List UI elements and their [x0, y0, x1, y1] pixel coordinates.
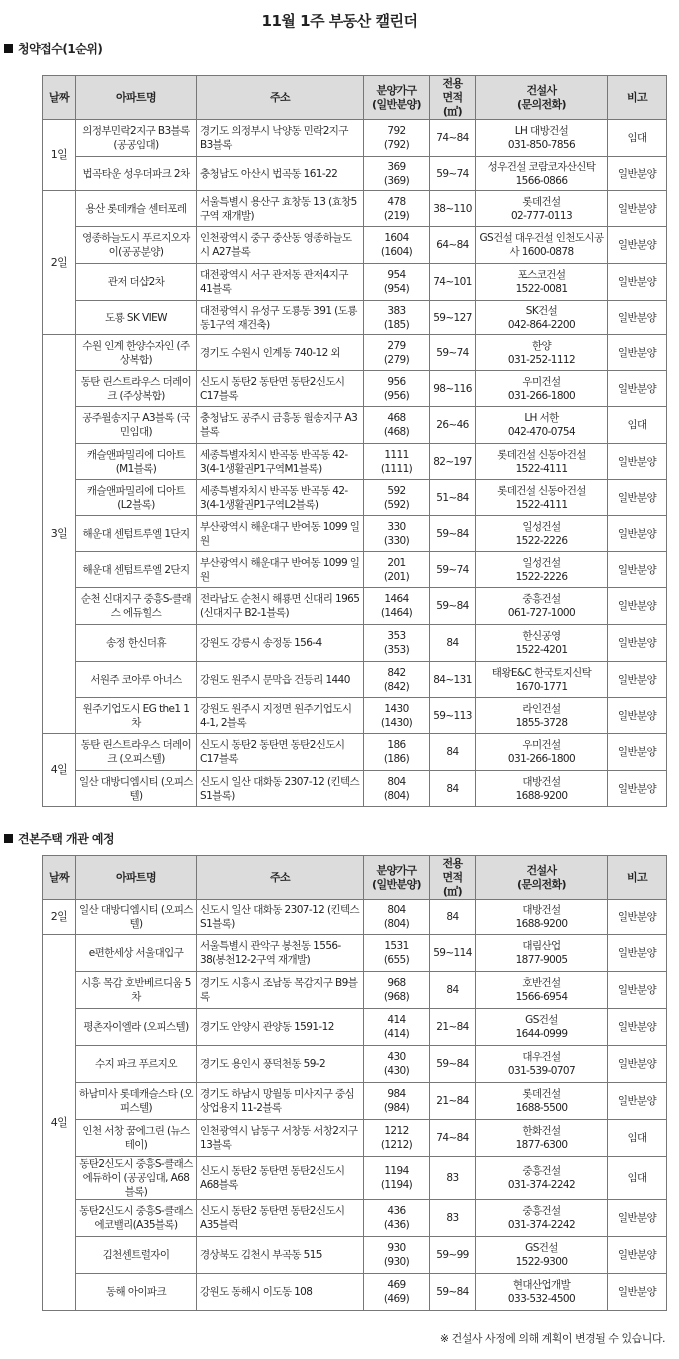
table-row	[43, 191, 667, 227]
apt-name-cell: 서원주 코아루 아너스	[76, 662, 197, 698]
note-cell: 일반분양	[608, 264, 667, 301]
units-cell: 1464 (1464)	[364, 588, 430, 625]
note-cell: 일반분양	[608, 444, 667, 480]
column-header: 날짜	[43, 856, 76, 900]
area-cell: 59~84	[430, 588, 476, 625]
apt-name-cell: 동탄 린스트라우스 더레이크 (주상복합)	[76, 371, 197, 407]
table-row	[43, 444, 667, 480]
units-cell: 201 (201)	[364, 552, 430, 588]
table-row	[43, 371, 667, 407]
apt-name-cell: 캐슬앤파밀리에 디아트 (M1블록)	[76, 444, 197, 480]
table-row	[43, 1120, 667, 1157]
apt-name-cell: 용산 롯데캐슬 센터포레	[76, 191, 197, 227]
note-cell: 임대	[608, 1120, 667, 1157]
column-header: 날짜	[43, 76, 76, 120]
column-header: 건설사 (문의전화)	[476, 76, 608, 120]
units-cell: 383 (185)	[364, 301, 430, 335]
area-cell: 84~131	[430, 662, 476, 698]
table-row	[43, 1274, 667, 1311]
area-cell: 59~114	[430, 935, 476, 972]
address-cell: 신도시 일산 대화동 2307-12 (킨텍스 S1블록)	[197, 900, 364, 935]
table-row	[43, 407, 667, 444]
area-cell: 84	[430, 972, 476, 1009]
address-cell: 세종특별자치시 반곡동 반곡동 42-3(4-1생활권P1구역L2블록)	[197, 480, 364, 516]
apt-name-cell: 일산 대방디엠시티 (오피스텔)	[76, 771, 197, 807]
apt-name-cell: 동탄2신도시 중흥S-클래스 에듀하이 (공공임대, A68블록)	[76, 1157, 197, 1200]
note-cell: 일반분양	[608, 1083, 667, 1120]
note-cell: 일반분양	[608, 301, 667, 335]
apt-name-cell: 법곡타운 성우더파크 2차	[76, 157, 197, 191]
area-cell: 83	[430, 1157, 476, 1200]
builder-cell: 한양 031-252-1112	[476, 335, 608, 371]
builder-cell: 태왕E&C 한국토지신탁 1670-1771	[476, 662, 608, 698]
units-cell: 1212 (1212)	[364, 1120, 430, 1157]
table-row	[43, 227, 667, 264]
note-cell: 일반분양	[608, 516, 667, 552]
apt-name-cell: 해운대 센텀트루엘 2단지	[76, 552, 197, 588]
table-row	[43, 972, 667, 1009]
builder-cell: GS건설 1644-0999	[476, 1009, 608, 1046]
units-cell: 1194 (1194)	[364, 1157, 430, 1200]
area-cell: 59~84	[430, 1046, 476, 1083]
date-cell: 3일	[43, 335, 76, 734]
area-cell: 84	[430, 771, 476, 807]
builder-cell: 롯데건설 02-777-0113	[476, 191, 608, 227]
area-cell: 84	[430, 625, 476, 662]
note-cell: 일반분양	[608, 227, 667, 264]
area-cell: 59~84	[430, 1274, 476, 1311]
note-cell: 일반분양	[608, 662, 667, 698]
apt-name-cell: 평촌자이엘라 (오피스텔)	[76, 1009, 197, 1046]
builder-cell: 한화건설 1877-6300	[476, 1120, 608, 1157]
table-row	[43, 771, 667, 807]
address-cell: 서울특별시 관악구 봉천동 1556-38(봉천12-2구역 재개발)	[197, 935, 364, 972]
address-cell: 강원도 동해시 이도동 108	[197, 1274, 364, 1311]
address-cell: 대전광역시 서구 관저동 관저4지구 41블록	[197, 264, 364, 301]
square-bullet-icon	[4, 44, 13, 53]
address-cell: 신도시 동탄2 동탄면 동탄2신도시 A68블록	[197, 1157, 364, 1200]
square-bullet-icon	[4, 834, 13, 843]
area-cell: 26~46	[430, 407, 476, 444]
builder-cell: LH 서한 042-470-0754	[476, 407, 608, 444]
area-cell: 59~74	[430, 552, 476, 588]
footnote: ※ 건설사 사정에 의해 계획이 변경될 수 있습니다.	[439, 1332, 665, 1345]
apt-name-cell: 영종하늘도시 푸르지오자이(공공분양)	[76, 227, 197, 264]
apt-name-cell: 시흥 목감 호반베르디움 5차	[76, 972, 197, 1009]
apt-name-cell: 원주기업도시 EG the1 1차	[76, 698, 197, 734]
area-cell: 84	[430, 734, 476, 771]
column-header: 건설사 (문의전화)	[476, 856, 608, 900]
address-cell: 경기도 수원시 인계동 740-12 외	[197, 335, 364, 371]
table-row	[43, 900, 667, 935]
apt-name-cell: 인천 서창 꿈에그린 (뉴스테이)	[76, 1120, 197, 1157]
units-cell: 279 (279)	[364, 335, 430, 371]
apt-name-cell: 관저 더샵2차	[76, 264, 197, 301]
area-cell: 21~84	[430, 1083, 476, 1120]
units-cell: 792 (792)	[364, 120, 430, 157]
address-cell: 신도시 동탄2 동탄면 동탄2신도시 C17블록	[197, 371, 364, 407]
table-row	[43, 1083, 667, 1120]
date-cell: 4일	[43, 734, 76, 807]
units-cell: 804 (804)	[364, 771, 430, 807]
units-cell: 330 (330)	[364, 516, 430, 552]
area-cell: 51~84	[430, 480, 476, 516]
apt-name-cell: 수지 파크 푸르지오	[76, 1046, 197, 1083]
address-cell: 경상북도 김천시 부곡동 515	[197, 1237, 364, 1274]
address-cell: 신도시 동탄2 동탄면 동탄2신도시 C17블록	[197, 734, 364, 771]
units-cell: 592 (592)	[364, 480, 430, 516]
area-cell: 59~127	[430, 301, 476, 335]
address-cell: 충청남도 아산시 법곡동 161-22	[197, 157, 364, 191]
table-row	[43, 157, 667, 191]
units-cell: 478 (219)	[364, 191, 430, 227]
note-cell: 일반분양	[608, 552, 667, 588]
address-cell: 세종특별자치시 반곡동 반곡동 42-3(4-1생활권P1구역M1블록)	[197, 444, 364, 480]
apt-name-cell: 송정 한신더휴	[76, 625, 197, 662]
note-cell: 일반분양	[608, 191, 667, 227]
model-house-table	[42, 855, 667, 1311]
table-header-row	[43, 76, 667, 120]
note-cell: 일반분양	[608, 1046, 667, 1083]
builder-cell: 대우건설 031-539-0707	[476, 1046, 608, 1083]
apt-name-cell: 동해 아이파크	[76, 1274, 197, 1311]
apt-name-cell: 하남미사 롯데캐슬스타 (오피스텔)	[76, 1083, 197, 1120]
builder-cell: 중흥건설 061-727-1000	[476, 588, 608, 625]
apt-name-cell: 캐슬앤파밀리에 디아트 (L2블록)	[76, 480, 197, 516]
units-cell: 430 (430)	[364, 1046, 430, 1083]
area-cell: 59~113	[430, 698, 476, 734]
note-cell: 임대	[608, 120, 667, 157]
area-cell: 84	[430, 900, 476, 935]
date-cell: 2일	[43, 900, 76, 935]
section-title-text: 청약접수(1순위)	[18, 42, 103, 56]
subscription-table	[42, 75, 667, 807]
address-cell: 인천광역시 남동구 서창동 서창2지구 13블록	[197, 1120, 364, 1157]
note-cell: 일반분양	[608, 1274, 667, 1311]
area-cell: 74~101	[430, 264, 476, 301]
address-cell: 경기도 하남시 망월동 미사지구 중심상업용지 11-2블록	[197, 1083, 364, 1120]
address-cell: 신도시 일산 대화동 2307-12 (킨텍스 S1블록)	[197, 771, 364, 807]
table-row	[43, 1200, 667, 1237]
area-cell: 59~99	[430, 1237, 476, 1274]
table-row	[43, 264, 667, 301]
note-cell: 일반분양	[608, 157, 667, 191]
table-row	[43, 698, 667, 734]
builder-cell: 대방건설 1688-9200	[476, 771, 608, 807]
column-header: 전용 면적 (㎡)	[430, 856, 476, 900]
builder-cell: GS건설 대우건설 인천도시공사 1600-0878	[476, 227, 608, 264]
units-cell: 956 (956)	[364, 371, 430, 407]
area-cell: 38~110	[430, 191, 476, 227]
units-cell: 968 (968)	[364, 972, 430, 1009]
builder-cell: 현대산업개발 033-532-4500	[476, 1274, 608, 1311]
note-cell: 일반분양	[608, 734, 667, 771]
column-header: 비고	[608, 76, 667, 120]
builder-cell: SK건설 042-864-2200	[476, 301, 608, 335]
units-cell: 842 (842)	[364, 662, 430, 698]
address-cell: 대전광역시 유성구 도룡동 391 (도룡동1구역 재건축)	[197, 301, 364, 335]
builder-cell: 성우건설 코람코자산신탁 1566-0866	[476, 157, 608, 191]
area-cell: 64~84	[430, 227, 476, 264]
apt-name-cell: 김천센트럴자이	[76, 1237, 197, 1274]
address-cell: 서울특별시 용산구 효창동 13 (효창5구역 재개발)	[197, 191, 364, 227]
units-cell: 1111 (1111)	[364, 444, 430, 480]
units-cell: 1604 (1604)	[364, 227, 430, 264]
table-header-row	[43, 856, 667, 900]
builder-cell: 우미건설 031-266-1800	[476, 734, 608, 771]
builder-cell: 중흥건설 031-374-2242	[476, 1157, 608, 1200]
builder-cell: 롯데건설 신동아건설 1522-4111	[476, 480, 608, 516]
units-cell: 804 (804)	[364, 900, 430, 935]
table-row	[43, 588, 667, 625]
builder-cell: 일성건설 1522-2226	[476, 552, 608, 588]
address-cell: 경기도 의정부시 낙양동 민락2지구 B3블록	[197, 120, 364, 157]
page-title: 11월 1주 부동산 캘린더	[261, 12, 418, 30]
note-cell: 일반분양	[608, 625, 667, 662]
units-cell: 369 (369)	[364, 157, 430, 191]
note-cell: 일반분양	[608, 900, 667, 935]
area-cell: 82~197	[430, 444, 476, 480]
units-cell: 984 (984)	[364, 1083, 430, 1120]
table-row	[43, 120, 667, 157]
apt-name-cell: 의정부민락2지구 B3블록 (공공임대)	[76, 120, 197, 157]
address-cell: 강원도 원주시 문막읍 건등리 1440	[197, 662, 364, 698]
apt-name-cell: e편한세상 서울대입구	[76, 935, 197, 972]
address-cell: 강원도 원주시 지정면 원주기업도시 4-1, 2블록	[197, 698, 364, 734]
units-cell: 414 (414)	[364, 1009, 430, 1046]
note-cell: 일반분양	[608, 771, 667, 807]
column-header: 아파트명	[76, 856, 197, 900]
apt-name-cell: 해운대 센텀트루엘 1단지	[76, 516, 197, 552]
area-cell: 98~116	[430, 371, 476, 407]
apt-name-cell: 공주월송지구 A3블록 (국민임대)	[76, 407, 197, 444]
note-cell: 일반분양	[608, 1200, 667, 1237]
area-cell: 74~84	[430, 1120, 476, 1157]
builder-cell: 롯데건설 신동아건설 1522-4111	[476, 444, 608, 480]
column-header: 아파트명	[76, 76, 197, 120]
units-cell: 1531 (655)	[364, 935, 430, 972]
date-cell: 2일	[43, 191, 76, 335]
area-cell: 83	[430, 1200, 476, 1237]
address-cell: 전라남도 순천시 해룡면 신대리 1965 (신대지구 B2-1블록)	[197, 588, 364, 625]
builder-cell: 일성건설 1522-2226	[476, 516, 608, 552]
column-header: 분양가구 (일반분양)	[364, 76, 430, 120]
area-cell: 59~74	[430, 157, 476, 191]
section-title-text: 견본주택 개관 예정	[18, 832, 115, 846]
builder-cell: LH 대방건설 031-850-7856	[476, 120, 608, 157]
note-cell: 일반분양	[608, 1009, 667, 1046]
units-cell: 468 (468)	[364, 407, 430, 444]
apt-name-cell: 동탄 린스트라우스 더레이크 (오피스텔)	[76, 734, 197, 771]
note-cell: 임대	[608, 407, 667, 444]
address-cell: 인천광역시 중구 중산동 영종하늘도시 A27블록	[197, 227, 364, 264]
column-header: 비고	[608, 856, 667, 900]
apt-name-cell: 순천 신대지구 중흥S-클래스 에듀힐스	[76, 588, 197, 625]
note-cell: 일반분양	[608, 698, 667, 734]
table-row	[43, 1237, 667, 1274]
address-cell: 충청남도 공주시 금흥동 월송지구 A3블록	[197, 407, 364, 444]
units-cell: 930 (930)	[364, 1237, 430, 1274]
apt-name-cell: 일산 대방디엠시티 (오피스텔)	[76, 900, 197, 935]
builder-cell: 롯데건설 1688-5500	[476, 1083, 608, 1120]
address-cell: 부산광역시 해운대구 반여동 1099 일원	[197, 516, 364, 552]
column-header: 주소	[197, 856, 364, 900]
builder-cell: GS건설 1522-9300	[476, 1237, 608, 1274]
table-row	[43, 552, 667, 588]
address-cell: 경기도 용인시 풍덕천동 59-2	[197, 1046, 364, 1083]
units-cell: 954 (954)	[364, 264, 430, 301]
note-cell: 임대	[608, 1157, 667, 1200]
note-cell: 일반분양	[608, 371, 667, 407]
address-cell: 부산광역시 해운대구 반여동 1099 일원	[197, 552, 364, 588]
note-cell: 일반분양	[608, 935, 667, 972]
date-cell: 1일	[43, 120, 76, 191]
builder-cell: 대방건설 1688-9200	[476, 900, 608, 935]
date-cell: 4일	[43, 935, 76, 1311]
table-row	[43, 1009, 667, 1046]
area-cell: 59~84	[430, 516, 476, 552]
table-row	[43, 734, 667, 771]
address-cell: 경기도 안양시 관양동 1591-12	[197, 1009, 364, 1046]
builder-cell: 라인건설 1855-3728	[476, 698, 608, 734]
apt-name-cell: 수원 인계 한양수자인 (주상복합)	[76, 335, 197, 371]
apt-name-cell: 동탄2신도시 중흥S-클래스 에코밸리(A35블록)	[76, 1200, 197, 1237]
builder-cell: 우미건설 031-266-1800	[476, 371, 608, 407]
column-header: 전용 면적 (㎡)	[430, 76, 476, 120]
builder-cell: 대림산업 1877-9005	[476, 935, 608, 972]
table-row	[43, 935, 667, 972]
units-cell: 186 (186)	[364, 734, 430, 771]
note-cell: 일반분양	[608, 588, 667, 625]
table-row	[43, 662, 667, 698]
table-row	[43, 1157, 667, 1200]
apt-name-cell: 도룡 SK VIEW	[76, 301, 197, 335]
builder-cell: 한신공영 1522-4201	[476, 625, 608, 662]
table-row	[43, 625, 667, 662]
column-header: 주소	[197, 76, 364, 120]
address-cell: 경기도 시흥시 조남동 목감지구 B9블록	[197, 972, 364, 1009]
units-cell: 353 (353)	[364, 625, 430, 662]
table-row	[43, 335, 667, 371]
table-row	[43, 480, 667, 516]
table-row	[43, 516, 667, 552]
address-cell: 강원도 강릉시 송정동 156-4	[197, 625, 364, 662]
units-cell: 1430 (1430)	[364, 698, 430, 734]
section-title-subscription	[4, 40, 102, 57]
column-header: 분양가구 (일반분양)	[364, 856, 430, 900]
table-row	[43, 301, 667, 335]
area-cell: 74~84	[430, 120, 476, 157]
area-cell: 21~84	[430, 1009, 476, 1046]
address-cell: 신도시 동탄2 동탄면 동탄2신도시 A35블럭	[197, 1200, 364, 1237]
units-cell: 436 (436)	[364, 1200, 430, 1237]
section-title-model-house	[4, 830, 114, 847]
table-row	[43, 1046, 667, 1083]
builder-cell: 포스코건설 1522-0081	[476, 264, 608, 301]
builder-cell: 호반건설 1566-6954	[476, 972, 608, 1009]
note-cell: 일반분양	[608, 1237, 667, 1274]
note-cell: 일반분양	[608, 335, 667, 371]
builder-cell: 중흥건설 031-374-2242	[476, 1200, 608, 1237]
area-cell: 59~74	[430, 335, 476, 371]
note-cell: 일반분양	[608, 972, 667, 1009]
note-cell: 일반분양	[608, 480, 667, 516]
units-cell: 469 (469)	[364, 1274, 430, 1311]
